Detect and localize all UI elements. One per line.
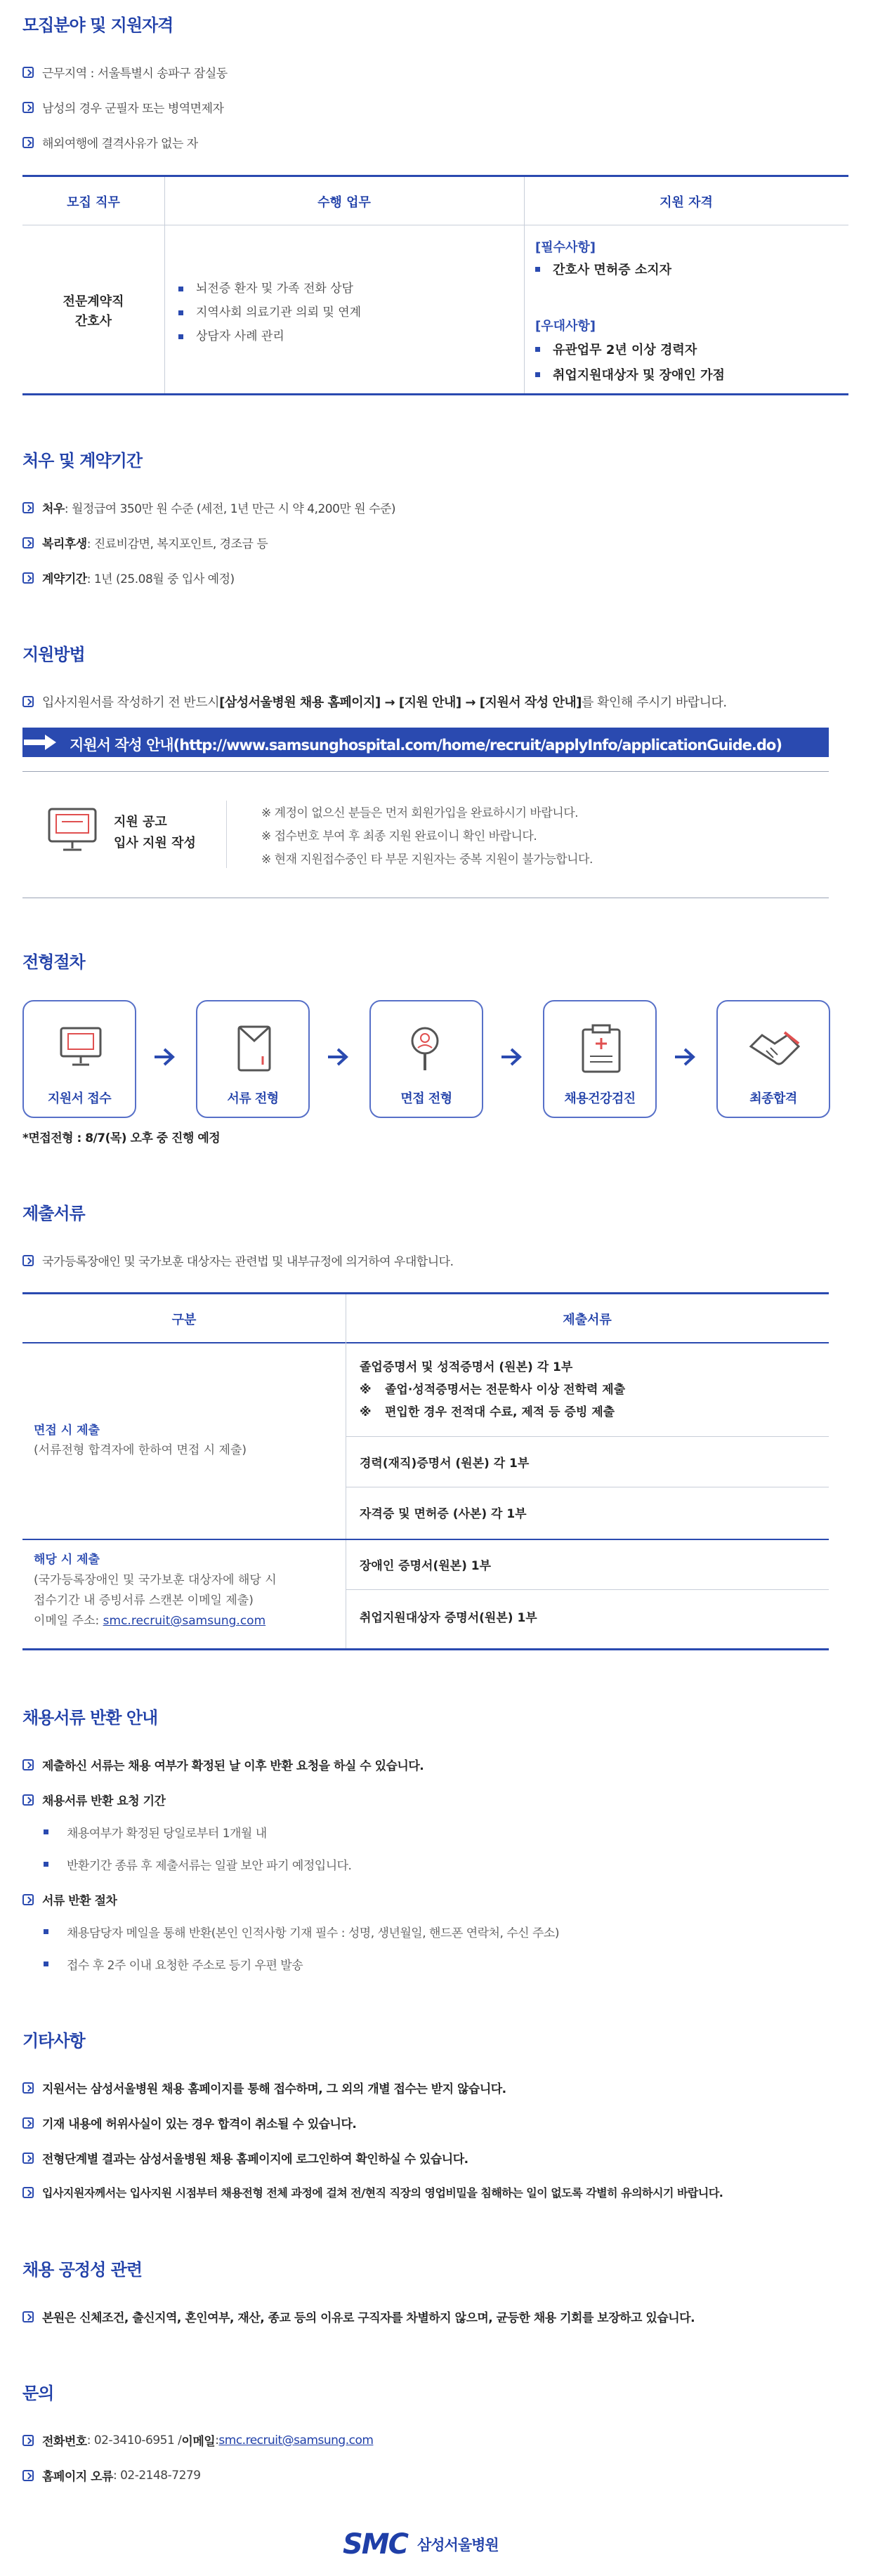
etc-title: 기타사항 — [22, 2031, 85, 2051]
interview-documents-3: 자격증 및 면허증 (사본) 각 1부 — [360, 1507, 527, 1521]
recruit-item: 근무지역 : 서울특별시 송파구 잠실동 — [22, 63, 228, 81]
step-application: 지원서 접수 — [22, 1000, 136, 1118]
interview-category: 면접 시 제출 (서류전형 합격자에 한하여 면접 시 제출) — [34, 1424, 247, 1457]
list-item: 접수 후 2주 이내 요청한 주소로 등기 우편 발송 — [44, 1955, 303, 1973]
etc-item: 입사지원자께서는 입사지원 시점부터 채용전형 전체 과정에 걸쳐 전/현직 직장의 영업비밀을 침해하는 일이 없도록 각별히 유의하시기 바랍니다. — [22, 2184, 723, 2200]
email-link[interactable]: smc.recruit@samsung.com — [103, 1614, 266, 1628]
applicable-category: 해당 시 제출 (국가등록장애인 및 국가보훈 대상자에 해당 시 접수기간 내 증빙서류 스캔본 이메일 제출) 이메일 주소: smc.recruit@samsung.com — [34, 1553, 277, 1628]
duty-list — [178, 277, 361, 348]
envelope-icon — [226, 1023, 282, 1076]
header-duty: 수행 업무 — [317, 195, 371, 210]
fairness-title: 채용 공정성 관련 — [22, 2260, 142, 2280]
hospital-name: 삼성서울병원 — [417, 2537, 499, 2554]
application-guide-banner[interactable] — [22, 728, 829, 757]
applicable-documents-1: 장애인 증명서(원본) 1부 — [360, 1559, 492, 1573]
apply-box-label: 지원 공고 입사 지원 작성 — [114, 815, 196, 850]
clipboard-medical-icon — [573, 1023, 629, 1076]
list-item: 채용담당자 메일을 통해 반환(본인 인적사항 기재 필수 : 성명, 생년월일, 핸드폰 연락처, 수신 주소) — [44, 1923, 559, 1940]
check-icon — [22, 537, 34, 548]
recruit-title: 모집분야 및 지원자격 — [22, 15, 173, 35]
check-icon — [22, 67, 34, 78]
recruit-table — [22, 175, 848, 395]
apply-notes: ※ 계정이 없으신 분들은 먼저 회원가입을 완료하시기 바랍니다. ※ 접수번호 부여 후 최종 지원 완료이니 확인 바랍니다. ※ 현재 지원접수중인 타 부문 지원자는 중복 지원이 불가능합니다. — [261, 806, 593, 867]
step-document: 서류 전형 — [196, 1000, 310, 1118]
monitor-icon — [46, 805, 100, 854]
return-title: 채용서류 반환 안내 — [22, 1708, 158, 1728]
arrow-right-icon — [674, 1046, 696, 1067]
return-item: 채용서류 반환 요청 기간 — [22, 1791, 165, 1808]
check-icon — [22, 102, 34, 113]
handshake-icon — [747, 1023, 803, 1076]
header-documents: 제출서류 — [563, 1313, 612, 1327]
interview-documents-2: 경력(재직)증명서 (원본) 각 1부 — [360, 1457, 530, 1471]
interview-documents: 졸업증명서 및 성적증명서 (원본) 각 1부 ※ 졸업·성적증명서는 전문학사 이상 전학력 제출 ※ 편입한 경우 전적대 수료, 제적 등 증빙 제출 — [360, 1360, 626, 1419]
check-icon — [22, 2311, 34, 2322]
list-item: 취업지원대상자 및 장애인 가점 — [535, 365, 725, 383]
check-icon — [22, 2435, 34, 2446]
step-health-check: 채용건강검진 — [543, 1000, 657, 1118]
check-icon — [22, 1255, 34, 1266]
applicable-documents-2: 취업지원대상자 증명서(원본) 1부 — [360, 1611, 537, 1625]
check-icon — [22, 2187, 34, 2198]
header-job: 모집 직무 — [67, 195, 120, 210]
process-note: *면접전형 : 8/7(목) 오후 중 진행 예정 — [22, 1131, 221, 1145]
recruit-item: 남성의 경우 군필자 또는 병역면제자 — [22, 98, 223, 116]
treatment-item: 복리후생 : 진료비감면, 복지포인트, 경조금 등 — [22, 534, 268, 551]
smc-logo: SMC — [343, 2528, 407, 2561]
etc-item: 지원서는 삼성서울병원 채용 홈페이지를 통해 접수하며, 그 외의 개별 접수는 받지 않습니다. — [22, 2079, 506, 2096]
list-item: 간호사 면허증 소지자 — [535, 260, 725, 278]
check-icon — [22, 1794, 34, 1806]
check-icon — [22, 2153, 34, 2164]
list-item: 뇌전증 환자 및 가족 전화 상담 — [178, 277, 361, 301]
header-qualification: 지원 자격 — [660, 195, 713, 210]
treatment-title: 처우 및 계약기간 — [22, 451, 142, 471]
list-item: 반환기간 종류 후 제출서류는 일괄 보안 파기 예정입니다. — [44, 1855, 351, 1873]
check-icon — [22, 502, 34, 513]
recruit-item: 해외여행에 결격사유가 없는 자 — [22, 133, 198, 151]
check-icon — [22, 1759, 34, 1770]
magnifier-person-icon — [400, 1023, 456, 1076]
return-item: 서류 반환 절차 — [22, 1891, 117, 1908]
check-icon — [22, 572, 34, 584]
step-final: 최종합격 — [716, 1000, 830, 1118]
arrow-right-icon — [500, 1046, 523, 1067]
documents-title: 제출서류 — [22, 1204, 85, 1223]
list-item: 채용여부가 확정된 당일로부터 1개월 내 — [44, 1823, 267, 1841]
process-title: 전형절차 — [22, 952, 85, 972]
check-icon — [22, 696, 34, 707]
arrow-right-icon — [327, 1046, 349, 1067]
etc-item: 기재 내용에 허위사실이 있는 경우 합격이 취소될 수 있습니다. — [22, 2114, 356, 2131]
check-icon — [22, 2470, 34, 2481]
contact-phone: 전화번호 : 02-3410-6951 / 이메일 : smc.recruit@samsung.com — [22, 2431, 373, 2449]
step-interview: 면접 전형 — [369, 1000, 483, 1118]
etc-item: 전형단계별 결과는 삼성서울병원 채용 홈페이지에 로그인하여 확인하실 수 있습니다. — [22, 2149, 468, 2167]
list-item: 유관업무 2년 이상 경력자 — [535, 340, 725, 358]
apply-title: 지원방법 — [22, 645, 85, 664]
documents-table — [22, 1292, 829, 1650]
qualification-cell — [535, 237, 725, 383]
contact-title: 문의 — [22, 2384, 54, 2403]
apply-intro: 입사지원서를 작성하기 전 반드시 [삼성서울병원 채용 홈페이지] → [지원 안내] → [지원서 작성 안내] 를 확인해 주시기 바랍니다. — [22, 692, 727, 711]
required-tag: [필수사항] — [535, 240, 596, 255]
monitor-icon — [53, 1023, 109, 1076]
fairness-item: 본원은 신체조건, 출신지역, 혼인여부, 재산, 종교 등의 이유로 구직자를 차별하지 않으며, 균등한 채용 기회를 보장하고 있습니다. — [22, 2308, 695, 2325]
banner-link[interactable]: 지원서 작성 안내(http://www.samsunghospital.com/home/recruit/applyInfo/applicationGuide.do) — [70, 737, 782, 754]
check-icon — [22, 2117, 34, 2129]
job-cell: 전문계약직 간호사 — [63, 294, 124, 329]
contact-email-link[interactable]: smc.recruit@samsung.com — [218, 2433, 374, 2447]
check-icon — [22, 1894, 34, 1905]
documents-intro: 국가등록장애인 및 국가보훈 대상자는 관련법 및 내부규정에 의거하여 우대합니다. — [22, 1251, 453, 1269]
check-icon — [22, 137, 34, 148]
treatment-item: 계약기간 : 1년 (25.08월 중 입사 예정) — [22, 569, 235, 586]
header-category: 구분 — [171, 1313, 197, 1327]
list-item: 지역사회 의료기관 의뢰 및 연계 — [178, 301, 361, 324]
list-item: 상담자 사례 관리 — [178, 324, 361, 348]
contact-homepage: 홈페이지 오류 : 02-2148-7279 — [22, 2466, 201, 2484]
return-item: 제출하신 서류는 채용 여부가 확정된 날 이후 반환 요청을 하실 수 있습니다. — [22, 1756, 424, 1773]
preferred-tag: [우대사항] — [535, 319, 596, 334]
check-icon — [22, 2082, 34, 2094]
treatment-item: 처우 : 월정급여 350만 원 수준 (세전, 1년 만근 시 약 4,200만 원 수준) — [22, 499, 395, 516]
footer-logo — [343, 2528, 499, 2561]
arrow-right-icon — [153, 1046, 176, 1067]
